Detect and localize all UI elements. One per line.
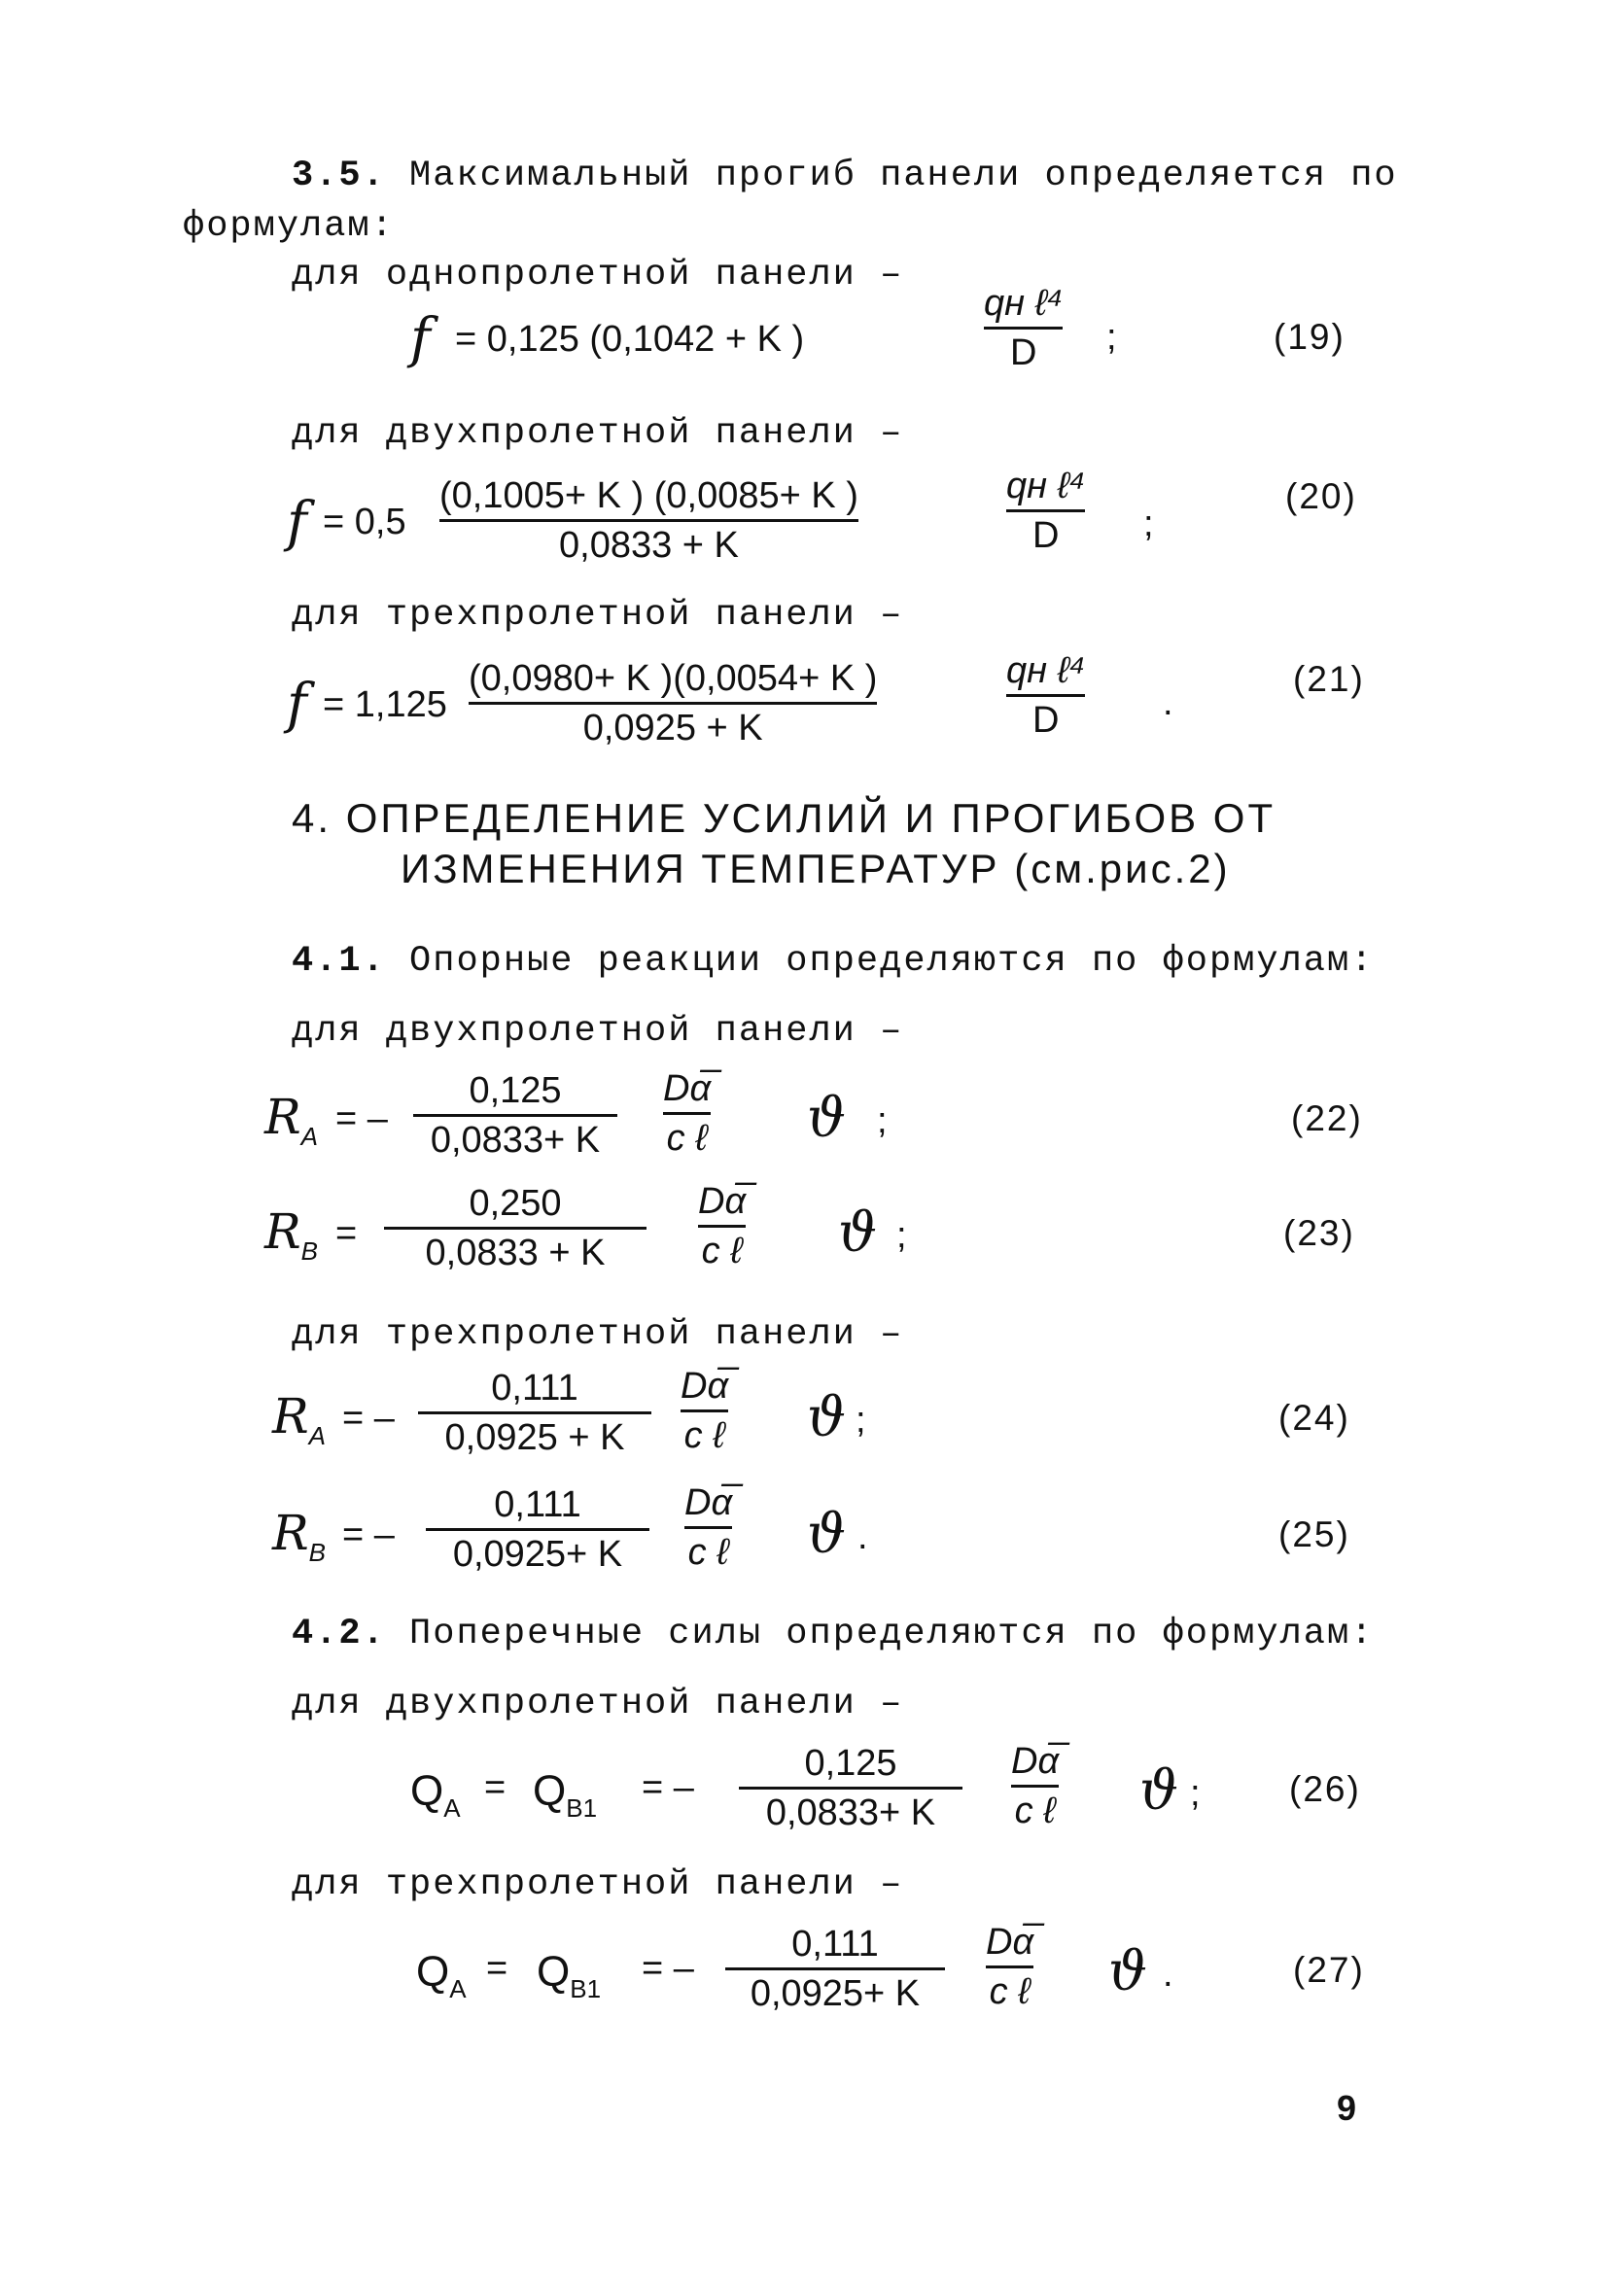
equation-number-24: (24) xyxy=(1278,1398,1350,1438)
eq27-fraction xyxy=(725,1923,945,2015)
theta-symbol: ϑ xyxy=(807,1503,847,1566)
eq24-tail: ; xyxy=(856,1400,866,1441)
fraction-bar xyxy=(698,1225,746,1228)
para-3-5-text: Максимальный прогиб панели определяется по xyxy=(409,156,1398,196)
shear-symbol-A xyxy=(410,1767,461,1823)
equation-number-19: (19) xyxy=(1274,317,1346,357)
eq23-sign: = xyxy=(335,1213,358,1254)
theta-symbol: ϑ xyxy=(1139,1759,1179,1823)
R-letter: R xyxy=(272,1388,309,1444)
eq25-subscript: B xyxy=(308,1538,326,1567)
eq25-D-alpha: Dα̅ xyxy=(684,1482,733,1523)
eq25-factor xyxy=(684,1481,732,1574)
page-number: 9 xyxy=(1337,2088,1357,2128)
fraction-bar xyxy=(384,1227,647,1230)
eq24-D-alpha: Dα̅ xyxy=(681,1366,729,1407)
eq22-factor xyxy=(663,1067,711,1160)
reaction-symbol xyxy=(264,1089,318,1151)
equation-number-25: (25) xyxy=(1278,1514,1350,1554)
f-symbol: f xyxy=(410,307,431,370)
theta-symbol: ϑ xyxy=(1108,1940,1148,2003)
eq26-c-l: c ℓ xyxy=(1014,1791,1056,1831)
eq26-D-alpha: Dα̅ xyxy=(1011,1741,1060,1782)
eq20-tail: ; xyxy=(1143,504,1154,544)
eq26-fraction xyxy=(739,1742,962,1834)
Q-letter: Q xyxy=(533,1767,567,1815)
reaction-symbol xyxy=(264,1203,318,1266)
fraction-bar xyxy=(684,1526,732,1529)
eq19-denominator: D xyxy=(1009,332,1037,373)
eq24-fraction xyxy=(418,1367,651,1459)
eq27-sign: = – xyxy=(642,1948,694,1989)
eq26-factor xyxy=(1011,1740,1059,1832)
eq21-coefficient: = 1,125 xyxy=(323,684,447,725)
fraction-bar xyxy=(1006,694,1085,697)
eq26-tail: ; xyxy=(1190,1773,1201,1814)
section-4-heading-line2: ИЗМЕНЕНИЯ ТЕМПЕРАТУР (см.рис.2) xyxy=(401,846,1231,891)
eq23-subscript: B xyxy=(300,1236,318,1266)
eq20-load-fraction xyxy=(1006,465,1085,557)
Q-letter: Q xyxy=(410,1767,444,1815)
eq24-factor xyxy=(681,1365,728,1457)
equation-number-22: (22) xyxy=(1291,1098,1363,1138)
eq24-sign: = – xyxy=(342,1398,395,1439)
fraction-bar xyxy=(426,1528,649,1531)
eq21-load-denominator: D xyxy=(1031,700,1060,741)
eq20-fraction xyxy=(439,474,858,567)
equation-number-23: (23) xyxy=(1283,1213,1355,1253)
para-4-1-text: Опорные реакции определяются по формулам: xyxy=(409,941,1375,982)
eq22-numerator: 0,125 xyxy=(469,1070,562,1111)
para-4-1 xyxy=(292,941,1374,982)
eq26-subscript-B1: B1 xyxy=(566,1793,598,1823)
eq21-fraction xyxy=(469,657,877,749)
section-4-heading-line1: 4. ОПРЕДЕЛЕНИЕ УСИЛИЙ И ПРОГИБОВ ОТ xyxy=(292,795,1276,841)
eq22-c-l: c ℓ xyxy=(666,1118,708,1159)
eq27-factor xyxy=(986,1921,1033,2013)
Q-letter: Q xyxy=(537,1948,571,1996)
eq26-numerator: 0,125 xyxy=(804,1743,897,1784)
label-one-span: для однопролетной панели – xyxy=(292,255,904,296)
eq24-c-l: c ℓ xyxy=(683,1415,725,1456)
fraction-bar xyxy=(986,1966,1033,1968)
fraction-bar xyxy=(439,519,858,522)
R-letter: R xyxy=(264,1089,301,1145)
fraction-bar xyxy=(469,702,877,705)
eq26-subscript-A: A xyxy=(443,1793,461,1823)
fraction-bar xyxy=(663,1112,711,1115)
eq22-tail: ; xyxy=(877,1100,888,1141)
eq23-denominator: 0,0833 + K xyxy=(425,1233,606,1273)
label-two-span-shear: для двухпролетной панели – xyxy=(292,1684,904,1724)
eq25-fraction xyxy=(426,1483,649,1576)
eq26-equals: = xyxy=(484,1767,507,1808)
eq24-subscript: A xyxy=(308,1421,326,1450)
eq27-denominator: 0,0925+ K xyxy=(750,1973,921,2014)
para-4-2-text: Поперечные силы определяются по формулам: xyxy=(409,1614,1375,1654)
eq27-subscript-B1: B1 xyxy=(570,1974,602,2003)
Q-letter: Q xyxy=(416,1948,450,1996)
eq23-factor xyxy=(698,1180,746,1272)
eq25-sign: = – xyxy=(342,1514,395,1555)
f-symbol: f xyxy=(287,673,307,736)
eq20-denominator: 0,0833 + K xyxy=(559,525,739,566)
fraction-bar xyxy=(1006,509,1085,512)
eq22-fraction xyxy=(413,1069,617,1162)
eq27-numerator: 0,111 xyxy=(791,1924,879,1965)
eq27-D-alpha: Dα̅ xyxy=(986,1922,1034,1963)
eq19-numerator: qн ℓ⁴ xyxy=(984,283,1064,324)
theta-symbol: ϑ xyxy=(807,1087,847,1150)
eq26-sign: = – xyxy=(642,1767,694,1808)
reaction-symbol xyxy=(272,1388,326,1450)
equation-number-26: (26) xyxy=(1289,1769,1361,1809)
eq20-coefficient: = 0,5 xyxy=(323,502,406,542)
label-three-span-shear: для трехпролетной панели – xyxy=(292,1864,904,1905)
reaction-symbol xyxy=(272,1505,326,1567)
eq20-numerator: (0,1005+ K ) (0,0085+ K ) xyxy=(439,475,858,516)
eq23-D-alpha: Dα̅ xyxy=(698,1181,747,1222)
eq23-c-l: c ℓ xyxy=(701,1231,743,1271)
eq22-sign: = – xyxy=(335,1098,388,1139)
equation-number-21: (21) xyxy=(1293,659,1365,699)
eq24-numerator: 0,111 xyxy=(491,1368,578,1409)
para-3-5-line2: формулам: xyxy=(183,206,395,247)
eq23-tail: ; xyxy=(896,1215,907,1256)
fraction-bar xyxy=(739,1787,962,1790)
eq23-numerator: 0,250 xyxy=(469,1183,562,1224)
theta-symbol: ϑ xyxy=(838,1201,878,1265)
eq24-denominator: 0,0925 + K xyxy=(444,1417,625,1458)
shear-symbol-B1 xyxy=(533,1767,598,1823)
para-3-5-line1 xyxy=(292,156,1398,196)
para-4-2 xyxy=(292,1614,1374,1654)
fraction-bar xyxy=(681,1409,728,1412)
fraction-bar xyxy=(413,1114,617,1117)
shear-symbol-B1 xyxy=(537,1948,602,2003)
eq27-c-l: c ℓ xyxy=(989,1971,1031,2012)
para-4-2-number: 4.2. xyxy=(292,1614,386,1654)
eq27-equals: = xyxy=(486,1948,508,1989)
equation-number-27: (27) xyxy=(1293,1950,1365,1990)
eq21-load-fraction xyxy=(1006,649,1085,742)
equation-number-20: (20) xyxy=(1285,476,1357,516)
eq20-load-denominator: D xyxy=(1031,515,1060,556)
fraction-bar xyxy=(1011,1785,1059,1788)
para-4-1-number: 4.1. xyxy=(292,941,386,982)
fraction-bar xyxy=(984,327,1063,330)
eq19-fraction xyxy=(984,282,1063,374)
eq21-tail: . xyxy=(1163,682,1173,723)
fraction-bar xyxy=(725,1967,945,1970)
eq19-tail: ; xyxy=(1106,317,1117,358)
eq26-denominator: 0,0833+ K xyxy=(765,1792,936,1833)
f-symbol: f xyxy=(287,491,307,554)
eq22-denominator: 0,0833+ K xyxy=(430,1120,601,1161)
eq25-tail: . xyxy=(857,1516,868,1557)
eq20-load-numerator: qн ℓ⁴ xyxy=(1006,466,1086,506)
eq23-fraction xyxy=(384,1182,647,1274)
R-letter: R xyxy=(264,1203,301,1260)
label-three-span-deflection: для трехпролетной панели – xyxy=(292,595,904,636)
shear-symbol-A xyxy=(416,1948,467,2003)
eq27-subscript-A: A xyxy=(449,1974,467,2003)
eq22-D-alpha: Dα̅ xyxy=(663,1068,712,1109)
eq25-c-l: c ℓ xyxy=(687,1532,729,1573)
eq21-load-numerator: qн ℓ⁴ xyxy=(1006,650,1086,691)
theta-symbol: ϑ xyxy=(807,1386,847,1449)
eq22-subscript: A xyxy=(300,1122,318,1151)
label-two-span-reactions: для двухпролетной панели – xyxy=(292,1011,904,1052)
eq19-expression: = 0,125 (0,1042 + K ) xyxy=(455,319,805,360)
eq21-denominator: 0,0925 + K xyxy=(582,708,763,748)
eq25-denominator: 0,0925+ K xyxy=(452,1534,623,1575)
fraction-bar xyxy=(418,1411,651,1414)
eq21-numerator: (0,0980+ K )(0,0054+ K ) xyxy=(469,658,878,699)
eq25-numerator: 0,111 xyxy=(494,1484,581,1525)
eq27-tail: . xyxy=(1163,1954,1173,1995)
para-3-5-number: 3.5. xyxy=(292,156,386,196)
label-two-span-deflection: для двухпролетной панели – xyxy=(292,413,904,454)
label-three-span-reactions: для трехпролетной панели – xyxy=(292,1314,904,1355)
R-letter: R xyxy=(272,1505,309,1561)
